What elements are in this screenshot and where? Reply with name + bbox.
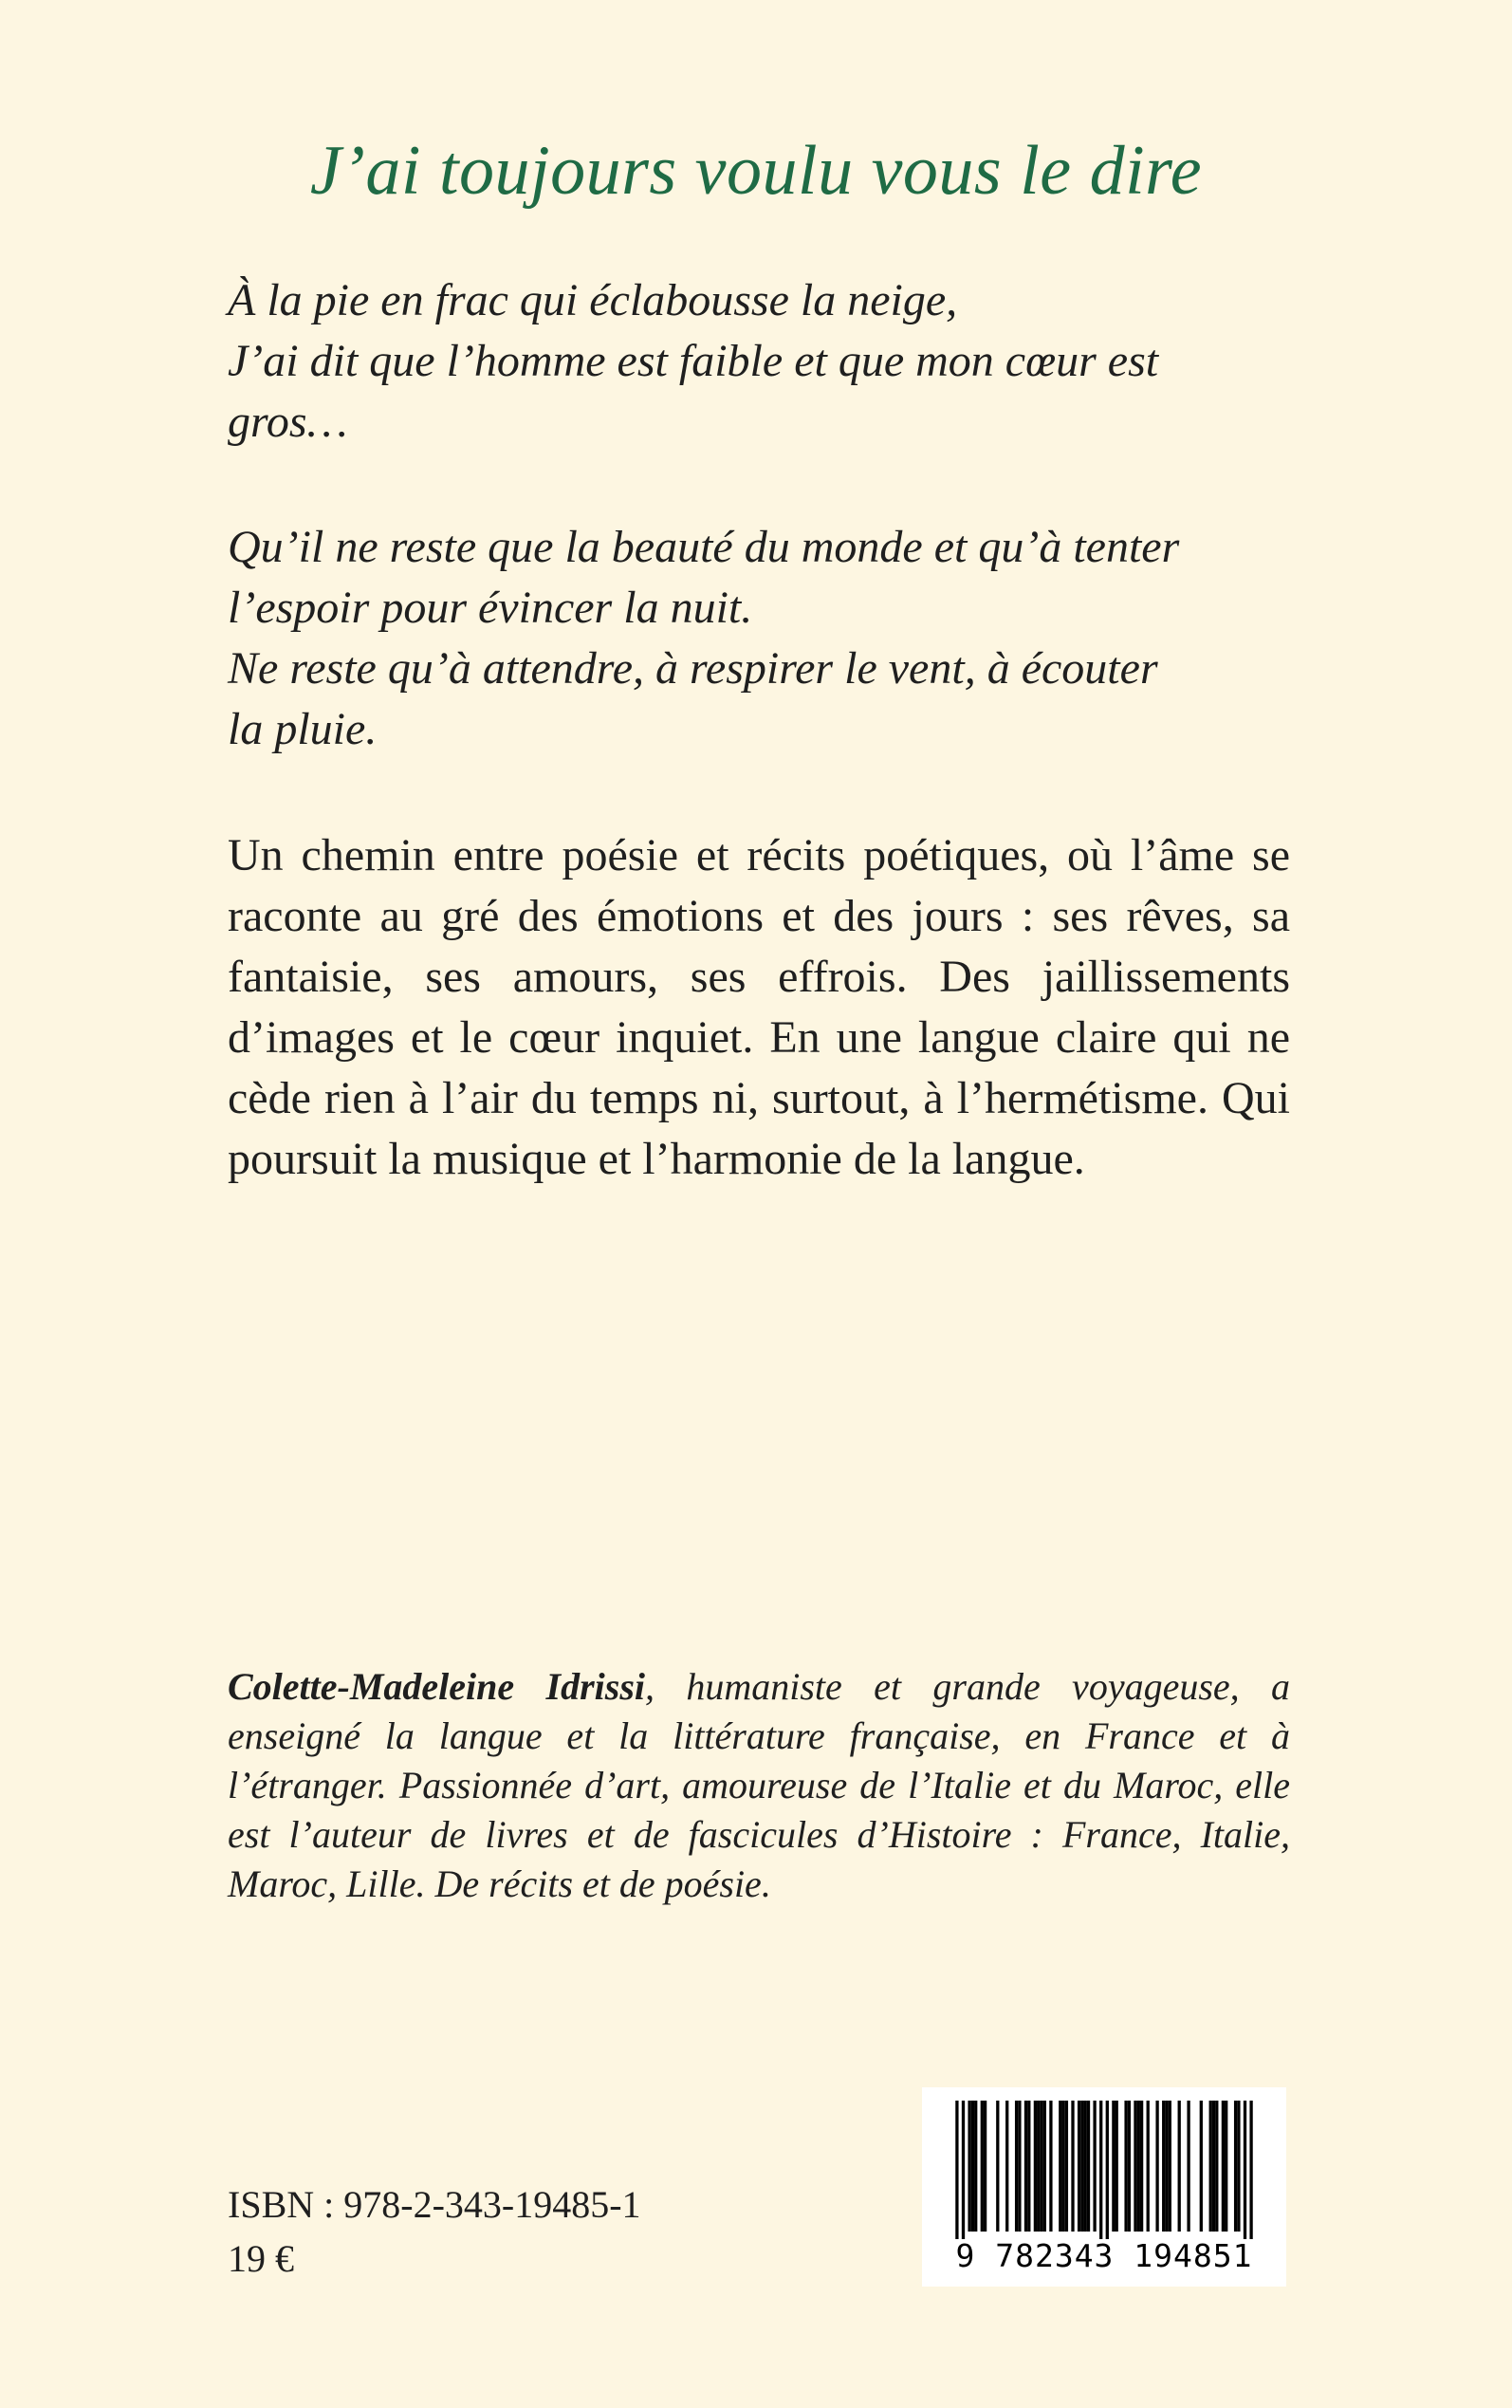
barcode-bar [984,2101,986,2232]
barcode-bar [1015,2101,1018,2232]
barcode-bar [996,2101,999,2232]
barcode-bar [1116,2101,1118,2232]
barcode-bar [1178,2101,1181,2232]
barcode-bar [974,2101,977,2232]
barcode-bar [1124,2101,1127,2232]
barcode-bars [922,2087,1286,2239]
barcode-bar [1162,2101,1165,2232]
poem-line: gros… [228,397,348,447]
barcode-bar [1027,2101,1030,2232]
author-bio [228,1662,1290,1909]
barcode-bar [1128,2101,1131,2232]
barcode-bar [1024,2101,1027,2232]
barcode-bar [981,2101,984,2232]
barcode-bar [1018,2101,1021,2232]
poem-line: Qu’il ne reste que la beauté du monde et qu’à tenter [228,522,1180,572]
barcode-bar [1137,2101,1140,2232]
barcode-bar [1200,2101,1203,2232]
barcode-bar [1222,2101,1225,2232]
barcode-bar [1084,2101,1087,2232]
barcode-bar [1034,2101,1037,2232]
barcode-bar [1005,2101,1008,2232]
barcode-bar [1165,2101,1168,2232]
barcode-bar [1061,2101,1064,2232]
author-name: Colette-Madeleine Idrissi [228,1665,645,1708]
barcode-bar [1106,2101,1109,2239]
barcode-bar [1112,2101,1115,2232]
barcode-bar [1087,2101,1090,2232]
barcode-bar [1040,2101,1042,2232]
poem-line: J’ai dit que l’homme est faible et que mon cœur est [228,336,1159,386]
isbn: ISBN : 978-2-343-19485-1 [228,2183,641,2226]
barcode-digits: 9 782343 194851 [955,2237,1253,2274]
book-title: J’ai toujours voulu vous le dire [309,132,1203,210]
poem-line: la pluie. [228,704,378,754]
poem-stanza-1 [228,270,1290,453]
barcode-bar [1134,2101,1136,2232]
barcode-bar [1209,2101,1212,2232]
barcode-bar [1187,2101,1189,2232]
barcode-bar [1225,2101,1227,2232]
barcode-bar [1065,2101,1068,2232]
barcode-bar [1237,2101,1240,2232]
barcode-bar [1169,2101,1171,2232]
price: 19 € [228,2237,294,2280]
barcode-bar [1078,2101,1080,2232]
barcode-bar [1099,2101,1102,2239]
poem-line: l’espoir pour évincer la nuit. [228,583,753,633]
barcode-bar [955,2101,958,2239]
barcode-bar [1234,2101,1237,2232]
barcode-bar [1147,2101,1150,2232]
barcode-bar [1080,2101,1083,2232]
barcode-bar [1059,2101,1061,2232]
barcode-bar [1037,2101,1040,2232]
barcode-bar [1049,2101,1052,2232]
poem-stanza-2 [228,517,1290,760]
barcode-bar [1212,2101,1215,2232]
barcode-bar [971,2101,974,2232]
barcode-bar [968,2101,970,2232]
barcode [922,2087,1286,2287]
author-bio-text: , humaniste et grande voyageuse, a enseigné la langue et la littérature française, en France et à l’étranger. Passionnée d’art, amoureuse de l’Italie et du Maroc, elle est l’auteur de livres et de fascicules d’Histoire : France, Italie, Maroc, Lille. De récits et de poésie. [228,1665,1290,1905]
barcode-bar [1215,2101,1218,2232]
barcode-bar [1093,2101,1096,2232]
barcode-bar [1140,2101,1143,2232]
poem-line: À la pie en frac qui éclabousse la neige, [228,275,958,325]
poem-line: Ne reste qu’à attendre, à respirer le vent, à écouter [228,643,1158,694]
barcode-bar [962,2101,965,2239]
barcode-bar [1043,2101,1046,2232]
barcode-bar [1155,2101,1158,2232]
barcode-bar [1249,2101,1252,2239]
barcode-bar [1244,2101,1246,2239]
book-description: Un chemin entre poésie et récits poétiques, où l’âme se raconte au gré des émotions et des jours : ses rêves, sa fantaisie, ses amours, ses effrois. Des jaillissements d’images et le cœur inquiet. En une langue claire qui ne cède rien à l’air du temps ni, surtout, à l’hermétisme. Qui poursuit la musique et l’harmonie de la langue. [228,830,1290,1184]
barcode-bar [1071,2101,1074,2232]
